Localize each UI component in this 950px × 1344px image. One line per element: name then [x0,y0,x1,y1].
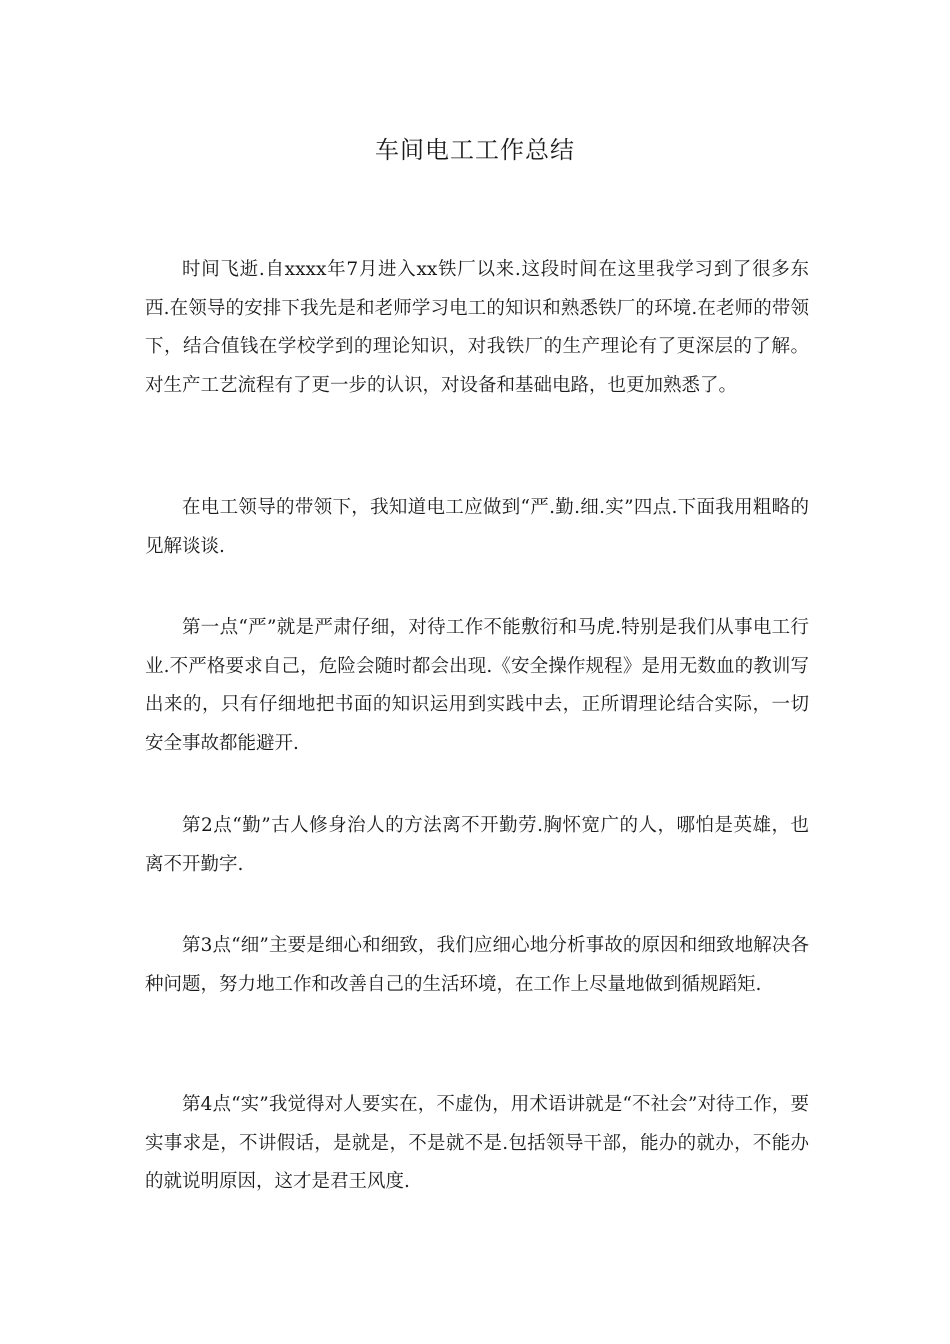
paragraph-intro: 时间飞逝.自xxxx年7月进入xx铁厂以来.这段时间在这里我学习到了很多东西.在领导的安排下我先是和老师学习电工的知识和熟悉铁厂的环境.在老师的带领下，结合值钱在学校学到的理论知识，对我铁厂的生产理论有了更深层的了解。对生产工艺流程有了更一步的认识，对设备和基础电路，也更加熟悉了。 [145,259,809,396]
paragraph-point-practical: 第4点“实”我觉得对人要实在，不虚伪，用术语讲就是“不社会”对待工作，要实事求是，不讲假话，是就是，不是就不是.包括领导干部，能办的就办，不能办的就说明原因，这才是君王风度. [145,1094,809,1192]
paragraph-point-careful: 第3点“细”主要是细心和细致，我们应细心地分析事故的原因和细致地解决各种问题，努力地工作和改善自己的生活环境，在工作上尽量地做到循规蹈矩. [145,935,809,995]
paragraph-four-points: 在电工领导的带领下，我知道电工应做到“严.勤.细.实”四点.下面我用粗略的见解谈谈. [145,497,809,557]
paragraph-point-diligent: 第2点“勤”古人修身治人的方法离不开勤劳.胸怀宽广的人，哪怕是英雄，也离不开勤字. [145,815,809,875]
document-title: 车间电工工作总结 [375,136,575,164]
paragraph-point-strict: 第一点“严”就是严肃仔细，对待工作不能敷衍和马虎.特别是我们从事电工行业.不严格要求自己，危险会随时都会出现.《安全操作规程》是用无数血的教训写出来的，只有仔细地把书面的知识运用到实践中去，正所谓理论结合实际，一切安全事故都能避开. [145,617,809,754]
